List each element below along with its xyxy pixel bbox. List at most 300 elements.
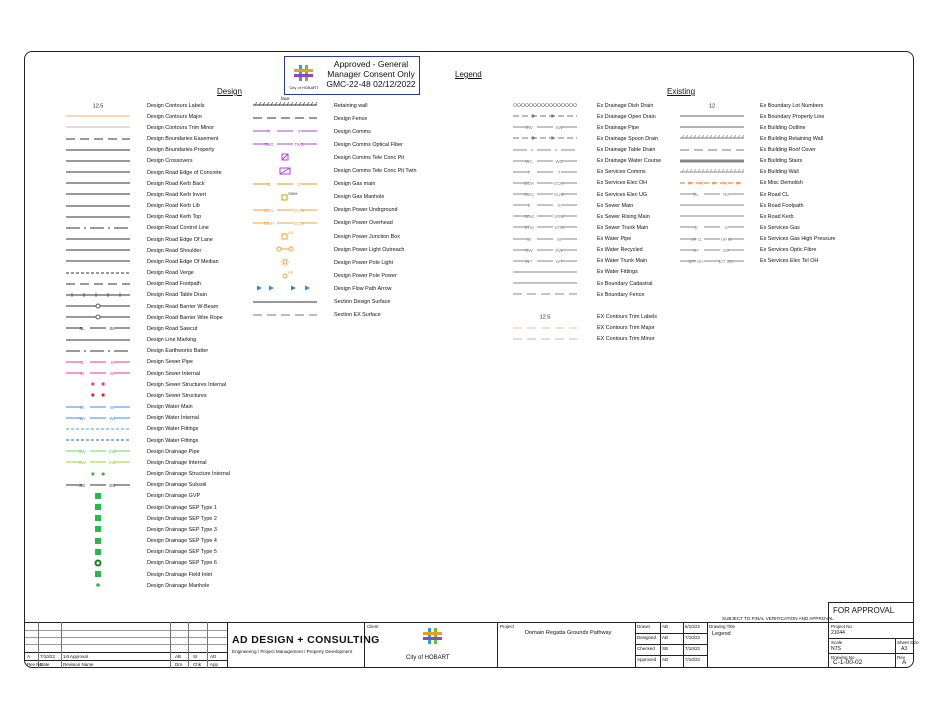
signoff-date: 7/10/22 [685,646,701,651]
status-for-approval: FOR APPROVAL [833,606,895,615]
svg-text:SW: SW [555,125,563,131]
existing-heading: Existing [667,87,696,96]
svg-text:W: W [109,404,115,410]
legend-label: Ex Boundary Property Line [760,113,825,120]
drawing-no: C-1-00-02 [833,659,863,666]
legend-label: Design Road Shoulder [147,247,202,254]
existing-col1-symbol [513,111,577,121]
design-col1-symbol [66,558,130,568]
signoff-date: 7/10/22 [685,657,701,662]
svg-text:SL: SL [109,326,115,332]
existing-col2-symbol [680,167,744,177]
legend-label: Design Drainage SEP Type 1 [147,504,217,511]
svg-text:OF: OF [722,247,730,253]
svg-text:WT: WT [525,258,533,264]
legend-label: Design Boundaries Property [147,147,215,154]
rev-header-drn: Drn [175,662,183,667]
legend-label: Ex Water Pipe [597,236,632,243]
signoff-name: AB [662,635,669,640]
svg-text:RW: RW [525,247,533,253]
legend-label: Ex Water Recycled [597,247,643,254]
legend-label: Ex Boundary Fence [597,291,645,298]
legend-label: Ex Drainage Dish Drain [597,102,654,109]
existing-col2-symbol [680,100,744,110]
rev-value: A [902,659,907,666]
svg-text:GMH: GMH [288,190,298,196]
legend-label: Design Power Undrground [334,207,398,214]
existing-col2-symbol [680,145,744,155]
design-col2-symbol [253,179,317,189]
rev-date: 7/10/22 [40,654,56,659]
svg-text:×: × [700,181,704,188]
existing-col1-symbol [513,323,577,333]
legend-label: Ex Building Outline [760,124,806,131]
legend-label: EX Contours Trim Labels [597,313,657,320]
svg-text:W: W [526,236,532,242]
svg-text:×: × [712,181,716,188]
existing-col1-symbol [513,122,577,132]
rev-header-app: App [210,662,219,667]
svg-text:EUG: EUG [264,207,274,213]
svg-text:OF: OF [692,247,700,253]
design-col1-symbol [66,524,130,534]
legend-label: Design Road Table Drain [147,292,207,299]
design-col1-symbol [66,480,130,490]
rev-drn: AB [175,654,182,659]
design-col2-symbol [253,218,317,228]
svg-text:RL: RL [693,192,699,198]
svg-text:SW: SW [525,125,533,131]
company-name: AD DESIGN + CONSULTING [232,634,380,646]
signoff-name: AB [662,624,669,629]
design-col2-symbol [253,126,317,136]
svg-text:T: T [527,169,531,175]
legend-label: Design Power Pole Power [334,272,397,279]
legend-label: Design Drainage GVP [147,493,201,500]
legend-label: Design Gas Manhole [334,194,385,201]
legend-label: Ex Sewer Rising Main [597,213,650,220]
legend-label: Design Road Kerb Top [147,214,202,221]
design-col2-symbol [253,310,317,320]
legend-label: Ex Water Trunk Main [597,258,648,265]
existing-col2-symbol [680,200,744,210]
stamp-line-3: GMC-22-48 02/12/2022 [326,79,416,89]
project-name: Domain Regatta Grounds Pathway [525,630,612,636]
design-col2-symbol [253,283,317,293]
legend-label: Ex Building Roof Cover [760,147,816,154]
design-col1-symbol [66,413,130,423]
rev-header-name: Revision Name [63,662,94,667]
existing-col1-symbol [513,289,577,299]
svg-text:EOH: EOH [264,220,274,226]
existing-col1-symbol [513,200,577,210]
svg-text:S: S [527,203,531,209]
svg-text:12.5: 12.5 [539,314,551,321]
legend-label: Ex Misc Demolish [760,180,803,187]
legend-label: Design Drainage Pipe [147,448,200,455]
existing-col1-symbol [513,234,577,244]
svg-text:SW: SW [108,449,116,455]
rev-label: Rev [897,655,906,660]
legend-label: Design Comms Tele Conc Pit Twin [334,168,417,174]
svg-text:S: S [110,359,114,365]
design-col1-symbol [66,167,130,177]
legend-label: Design Water Fittings [147,437,199,444]
existing-col2-symbol [680,189,744,199]
design-col1-symbol [66,491,130,501]
legend-label: Design Road Edge Of Lane [147,236,213,243]
design-col1-symbol [66,513,130,523]
legend-label: Ex Services Elec OH [597,180,648,187]
design-col1-symbol [66,346,130,356]
existing-col1-symbol [513,211,577,221]
svg-text:G: G [724,225,728,231]
existing-col2-symbol [680,122,744,132]
legend-label: Design Road Barrier Wire Rope [147,314,223,321]
existing-col2-symbol [680,156,744,166]
design-col1-symbol [66,368,130,378]
design-col1-symbol [66,178,130,188]
legend-label: Design Earthworks Batter [147,348,209,355]
design-col2-symbol [253,244,317,254]
design-col1-symbol [66,502,130,512]
design-col1-symbol [66,256,130,266]
design-col1-symbol [66,457,130,467]
svg-text:T: T [297,129,301,135]
size-label: Sheet Size [897,640,919,645]
svg-text:S: S [557,203,561,209]
design-col2-symbol [253,139,317,149]
rev-name: 1st Approval [63,654,88,659]
stamp-line-2: Manager Consent Only [327,69,415,79]
council-name: City of HOBART [406,655,450,661]
svg-text:T: T [557,169,561,175]
project-no-label: Project No [831,624,853,629]
svg-text:×: × [688,181,692,188]
svg-text:EUG: EUG [524,192,534,198]
design-col1-symbol [66,156,130,166]
signoff-name: AD [662,657,669,662]
svg-text:HP G: HP G [690,236,702,242]
legend-label: Design Power Light Outreach [334,246,405,253]
project-label: Project [500,624,515,629]
legend-label: Ex Sewer Main [597,202,634,209]
scale-value: NTS [831,646,841,652]
svg-text:LB: LB [288,230,293,235]
client-label: Client [367,624,379,629]
design-col1-symbol [66,212,130,222]
rev-app: AD [210,654,217,659]
subject-note: SUBJECT TO FINAL VERIFICATION AND APPROVAL [722,616,834,621]
legend-label: Ex Water Fittings [597,269,638,276]
existing-col1-symbol [513,156,577,166]
legend-label: Ex Drainage Table Drain [597,147,656,154]
legend-label: Ex Drainage Open Drain [597,113,656,120]
legend-label: Design Sewer Structures Internal [147,381,227,388]
legend-label: Design Drainage Structure Internal [147,471,230,478]
drawing-title: Legend [712,631,731,637]
legend-label: Design Road Edge of Concrete [147,169,222,176]
design-col1-symbol [66,379,130,389]
design-col1-symbol [66,312,130,322]
legend-label: Design Road Verge [147,270,194,277]
svg-text:City of HOBART: City of HOBART [289,85,319,90]
legend-label: Design Sewer Structures [147,392,207,399]
legend-label: Design Road Footpath [147,281,201,288]
existing-col1-symbol [513,222,577,232]
legend-label: Design Drainage SEP Type 6 [147,560,217,567]
rev-no: A [27,654,31,659]
legend-label: Ex Drainage Spoon Drain [597,135,659,142]
design-col1-symbol [66,547,130,557]
existing-col2-symbol [680,245,744,255]
legend-label: Design Drainage Field Inlet [147,571,213,578]
legend-label: Ex Drainage Pipe [597,124,639,131]
legend-label: Design Drainage Subsoil [147,482,207,489]
svg-text:TXO: TXO [294,142,304,148]
existing-col1-symbol [513,334,577,344]
design-col2-symbol [253,270,317,280]
legend-label: Ex Services Elec UG [597,191,648,198]
legend-label: Design Water Fittings [147,426,199,433]
design-col1-symbol [66,145,130,155]
svg-text:EOH: EOH [554,180,564,186]
legend-label: Design Contours Major [147,113,203,120]
design-col1-symbol [66,290,130,300]
legend-label: Design Sewer Internal [147,370,201,377]
design-col1-symbol [66,357,130,367]
signoff-date: 6/10/22 [685,624,701,629]
legend-label: Ex Services Comms [597,169,646,176]
existing-col2-symbol [680,222,744,232]
scale-label: Scale [831,640,843,645]
legend-heading: Legend [455,70,482,79]
svg-text:WI: WI [109,415,115,421]
svg-text:SRM: SRM [554,214,565,220]
svg-text:WI: WI [79,415,85,421]
existing-col2-symbol [680,234,744,244]
legend-label: Design Power Overhead [334,220,393,227]
design-col1-symbol [66,469,130,479]
svg-text:RL: RL [723,192,729,198]
svg-text:SS: SS [109,482,116,488]
legend-label: Ex Sewer Trunk Main [597,224,649,231]
legend-label: Design Road Barrier W-Beam [147,303,219,310]
existing-col1-symbol [513,245,577,255]
legend-label: Design Power Junction Box [334,233,400,240]
city-of-hobart-logo [289,63,319,91]
approval-stamp [284,56,420,95]
design-col1-symbol [66,323,130,333]
existing-col2-symbol [680,256,744,266]
legend-label: Ex Services Optic Fibre [760,247,817,254]
legend-label: Design Fence [334,115,368,122]
svg-text:E/T OH: E/T OH [688,258,704,264]
design-col1-symbol [66,424,130,434]
legend-label: Design Comms [334,128,371,135]
svg-text:×: × [724,181,728,188]
drawing-title-label: Drawing Title [709,624,736,629]
svg-text:EOH: EOH [294,220,304,226]
design-col1-symbol [66,189,130,199]
rev-header-date: Date [40,662,50,667]
svg-text:WC: WC [555,158,563,164]
legend-label: EX Contours Trim Minor [597,336,655,343]
svg-text:SS: SS [78,482,86,488]
design-col1-symbol [66,234,130,244]
svg-text:SL: SL [79,326,85,332]
legend-label: Ex Road CL [760,191,790,198]
design-col2-symbol [253,166,317,176]
existing-col1-symbol [513,133,577,143]
legend-label: Design Drainage SEP Type 3 [147,526,217,533]
legend-label: Design Comms Optical Fiber [334,141,403,148]
legend-label: Design Line Marking [147,337,197,344]
legend-label: Design Road Kerb Invert [147,191,207,198]
design-col2-symbol [253,152,317,162]
design-heading: Design [217,87,242,96]
legend-label: Ex Services Gas [760,224,800,231]
legend-label: Ex Drainage Water Course [597,158,662,165]
design-col1-symbol [66,245,130,255]
design-col1-symbol [66,201,130,211]
size-value: A3 [901,646,908,652]
legend-label: Design Power Pole Light [334,259,394,266]
legend-label: Design Sewer Pipe [147,359,193,366]
design-col1-symbol [66,111,130,121]
existing-col1-symbol [513,311,577,321]
hobart-logo-icon [418,626,448,654]
design-col1-symbol [66,122,130,132]
legend-label: Design Contours Trim Minor [147,124,215,131]
existing-col2-symbol [680,178,744,188]
design-col1-symbol [66,569,130,579]
rev-header-no: Rev No [27,662,43,667]
legend-label: Section EX Surface [334,312,381,319]
existing-col1-symbol [513,189,577,199]
existing-col1-symbol [513,100,577,110]
design-col1-symbol [66,435,130,445]
legend-label: EX Contours Trim Major [597,325,655,332]
legend-label: Design Road Edge Of Median [147,258,219,265]
legend-label: Ex Road Kerb [760,213,794,220]
signoff-name: SB [662,646,669,651]
svg-text:EUG: EUG [554,192,564,198]
company-subtitle: Engineering / Project Management / Property Development [232,649,353,654]
design-col1-symbol [66,446,130,456]
svg-text:G: G [267,181,271,187]
signoff-role: Checked [637,646,655,651]
legend-label: Ex Building Retaining Wall [760,135,824,142]
svg-text:G: G [297,181,301,187]
design-col1-symbol [66,536,130,546]
design-col1-symbol [66,580,130,590]
legend-label: Ex Services Elec Tel OH [760,258,819,265]
legend-label: Design Road Control Line [147,225,209,232]
svg-text:SRM: SRM [524,214,534,220]
svg-text:T: T [267,129,271,135]
rev-chk: SI [193,654,198,659]
legend-label: Design Comms Tele Conc Pit [334,154,405,161]
design-col1-symbol [66,100,130,110]
svg-text:EUG: EUG [294,207,304,213]
svg-text:S: S [80,359,84,365]
design-col1-symbol [66,390,130,400]
legend-label: Design Gas main [334,181,376,188]
rev-header-chk: Chk [193,662,202,667]
svg-text:PP: PP [288,270,294,276]
svg-text:STM: STM [524,225,534,231]
existing-col2-symbol [680,133,744,143]
face-label: face [281,96,290,101]
legend-label: Section Design Surface [334,299,391,305]
signoff-role: Drawn [637,624,651,629]
legend-label: Design Road Sawcut [147,325,198,332]
svg-text:12.5: 12.5 [92,103,104,110]
design-col1-symbol [66,279,130,289]
design-col2-symbol [253,192,317,202]
signoff-date: 7/10/22 [685,635,701,640]
svg-text:SW: SW [108,460,116,466]
legend-label: Design Drainage SEP Type 2 [147,515,217,522]
legend-label: Retaining wall [334,102,368,109]
svg-text:SW: SW [78,449,86,455]
legend-label: Design Drainage SEP Type 4 [147,538,217,545]
svg-text:W: W [79,404,85,410]
stamp-line-1: Approved - General [333,59,409,69]
existing-col2-symbol [680,211,744,221]
legend-label: Design Flow Path Arrow [334,285,392,292]
legend-label: Design Drainage Internal [147,459,207,466]
svg-text:WT: WT [555,258,563,264]
existing-col1-symbol [513,278,577,288]
design-col2-symbol [253,257,317,267]
svg-text:12: 12 [708,103,716,110]
svg-text:EOH: EOH [524,180,534,186]
design-col1-symbol [66,402,130,412]
design-col2-symbol [253,113,317,123]
design-col2-symbol [253,205,317,215]
legend-label: Design Crossovers [147,158,193,165]
legend-label: Ex Boundary Cadastral [597,280,653,287]
svg-text:W: W [556,236,562,242]
design-col1-symbol [66,223,130,233]
signoff-role: Designed [637,635,657,640]
signoff-role: Approved [637,657,657,662]
svg-text:E/T OH: E/T OH [718,258,734,264]
svg-text:RW: RW [555,247,563,253]
existing-col1-symbol [513,256,577,266]
legend-label: Design Boundaries Easement [147,136,219,142]
design-col2-symbol [253,297,317,307]
existing-col1-symbol [513,145,577,155]
svg-text:TXO: TXO [264,142,274,148]
legend-label: Design Road Kerb Back [147,180,205,187]
design-col2-symbol [253,231,317,241]
svg-text:×: × [736,181,740,188]
drawing-no-label: Drawing No [831,655,855,660]
existing-col2-symbol [680,111,744,121]
legend-label: Design Drainage Manhole [147,582,210,589]
legend-label: Design Drainage SEP Type 5 [147,549,217,556]
legend-label: Design Contours Labels [147,102,205,109]
design-col1-symbol [66,268,130,278]
existing-col1-symbol [513,167,577,177]
svg-text:SW: SW [78,460,86,466]
legend-label: Design Road Kerb Lib [147,203,200,210]
svg-text:WC: WC [525,158,533,164]
svg-text:SI: SI [109,371,115,377]
